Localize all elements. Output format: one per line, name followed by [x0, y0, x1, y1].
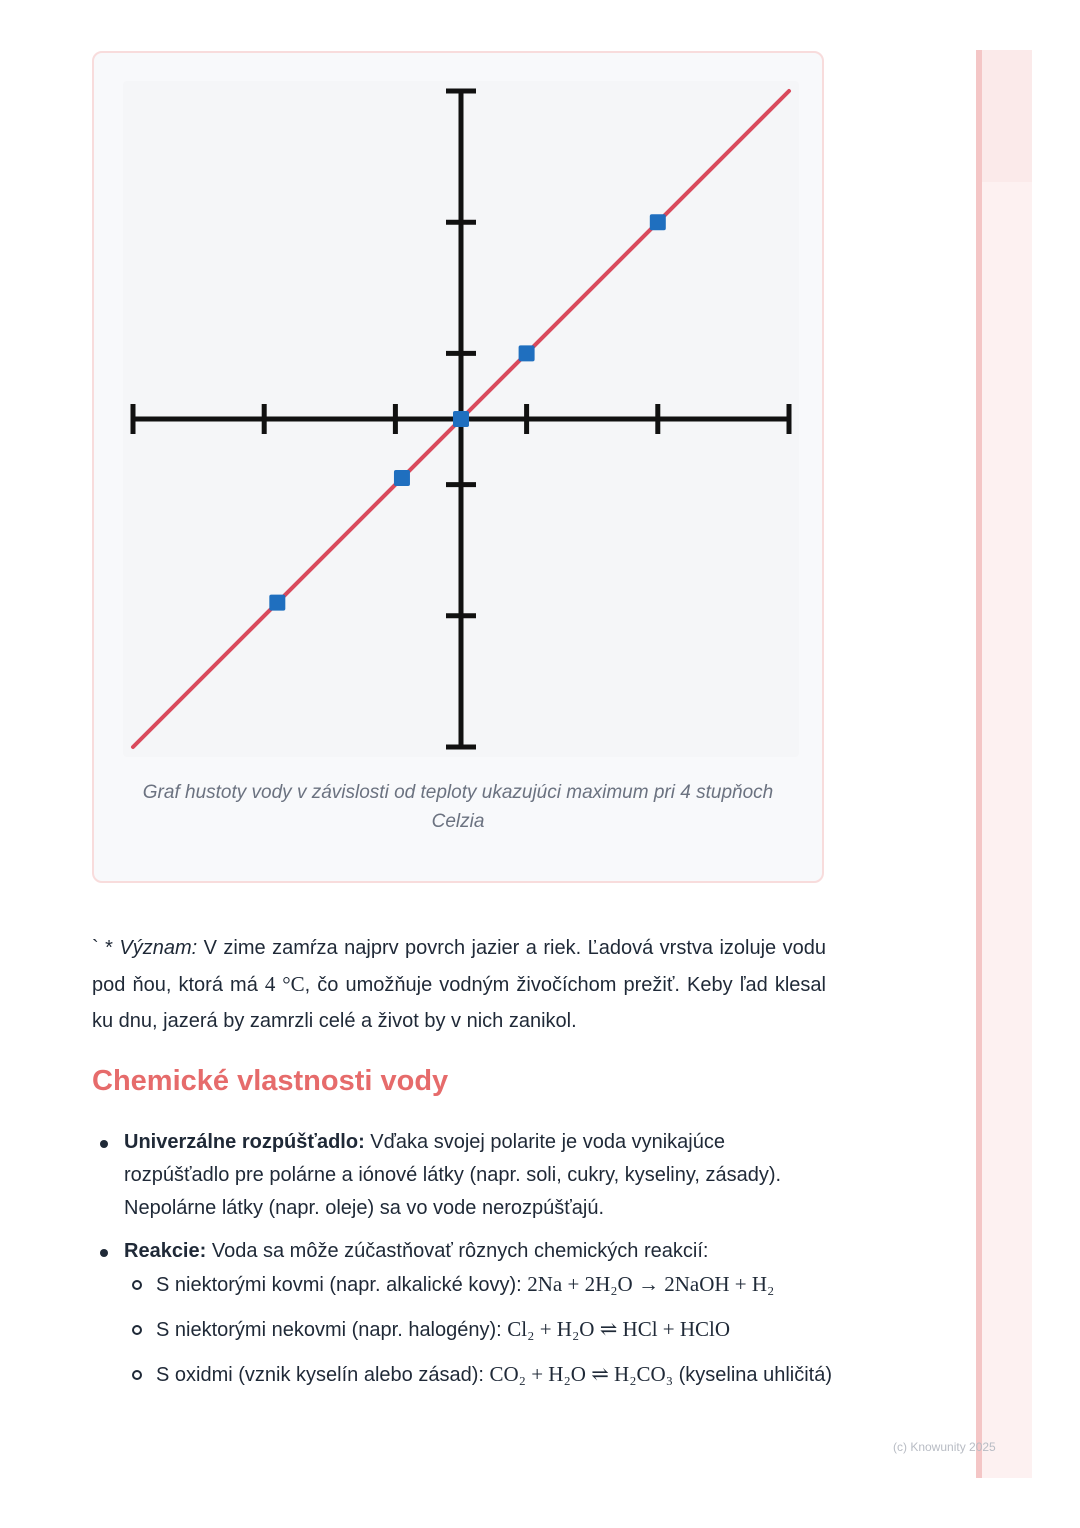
item-text: Voda sa môže zúčastňovať rôznych chemických reakcií: — [206, 1240, 709, 1262]
meaning-paragraph — [92, 930, 826, 1039]
subitem-text: S niektorými nekovmi (napr. halogény): — [156, 1319, 508, 1341]
list-item — [92, 1235, 832, 1392]
circle-bullet-icon — [132, 1370, 142, 1380]
chart-svg — [123, 81, 799, 757]
section-heading: Chemické vlastnosti vody — [92, 1065, 449, 1097]
data-point — [519, 345, 535, 361]
figure-card — [92, 51, 824, 883]
circle-bullet-icon — [132, 1325, 142, 1335]
right-strip-shade — [982, 50, 1032, 182]
subitem-text: S oxidmi (vznik kyselín alebo zásad): — [156, 1364, 490, 1386]
subitem-formula: 2Na + 2H₂O → 2NaOH + H₂ — [527, 1272, 775, 1296]
item-label: Univerzálne rozpúšťadlo: — [124, 1131, 365, 1153]
circle-bullet-icon — [132, 1280, 142, 1290]
subitem-suffix: (kyselina uhličitá) — [673, 1364, 832, 1386]
bullet-icon — [100, 1140, 108, 1148]
subitem-text: S niektorými kovmi (napr. alkalické kovy): — [156, 1274, 528, 1296]
subitem-formula: Cl₂ + H₂O ⇌ HCl + HClO — [507, 1317, 731, 1341]
list-item — [92, 1126, 832, 1225]
item-text: Vďaka svojej polarite je voda vynikajúce rozpúšťadlo pre polárne a iónové látky (napr. soli, cukry, kyseliny, zásady). Nepolárne látky (napr. oleje) sa vo vode nerozpúšťajú. — [124, 1131, 782, 1219]
subitem-formula: CO₂ + H₂O ⇌ H₂CO₃ — [489, 1362, 674, 1386]
right-strip-bar — [976, 50, 982, 1478]
data-point — [269, 595, 285, 611]
sublist-item — [124, 1358, 832, 1392]
para-label: Význam: — [119, 937, 198, 959]
data-point — [453, 411, 469, 427]
para-prefix: ` * — [92, 937, 120, 959]
density-graph — [123, 81, 799, 757]
footer-copyright: (c) Knowunity 2025 — [893, 1440, 996, 1454]
reactions-sublist — [124, 1268, 832, 1392]
data-point — [650, 214, 666, 230]
sublist-item — [124, 1268, 832, 1302]
right-margin-strip — [976, 50, 1032, 1478]
properties-list — [92, 1126, 832, 1403]
data-point — [394, 470, 410, 486]
bullet-icon — [100, 1249, 108, 1257]
para-text-1: V zime zamŕza najprv povrch jazier a riek. Ľadová vrstva izoluje vodu pod ňou, ktorá má — [92, 937, 826, 996]
sublist-item — [124, 1313, 832, 1347]
figure-caption: Graf hustoty vody v závislosti od teploty ukazujúci maximum pri 4 stupňoch Celzia — [142, 782, 774, 832]
para-text-2: , čo umožňuje vodným živočíchom prežiť. Keby ľad klesal ku dnu, jazerá by zamrzli celé a život by v nich zanikol. — [92, 974, 826, 1032]
para-temp: 4 °C — [264, 972, 305, 996]
item-label: Reakcie: — [124, 1240, 207, 1262]
